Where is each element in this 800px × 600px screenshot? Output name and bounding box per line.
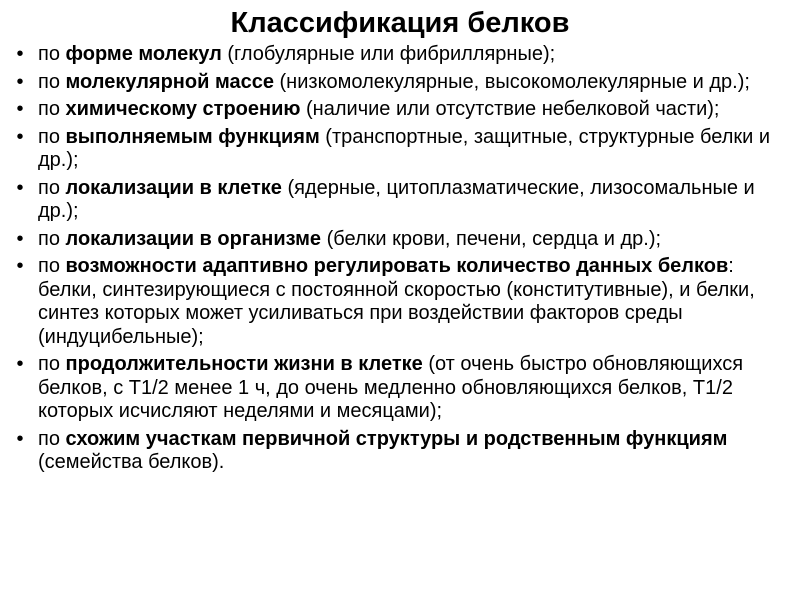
item-description: (белки крови, печени, сердца и др.); (321, 227, 662, 250)
item-criterion: локализации в организме (65, 227, 322, 250)
item-description: (семейства белков). (38, 451, 225, 473)
item-criterion: схожим участкам первичной структуры и родственным функциям (65, 427, 728, 450)
list-item (10, 177, 790, 224)
item-prefix: по (38, 255, 66, 277)
item-criterion: выполняемым функциям (65, 125, 320, 148)
item-description: (наличие или отсутствие небелковой части); (300, 98, 720, 120)
item-description: (от очень быстро обновляющихся белков, с T1/2 менее 1 ч, до очень медленно обновляющихся белков, T1/2 которых исчисляют неделями и месяцами); (38, 353, 744, 422)
slide-title: Классификация белков (230, 7, 570, 39)
item-prefix: по (38, 353, 66, 375)
item-prefix: по (38, 427, 66, 450)
item-description: (низкомолекулярные, высокомолекулярные и др.); (273, 70, 750, 93)
item-prefix: по (38, 176, 66, 199)
item-description: (глобулярные или фибриллярные); (221, 43, 556, 65)
bullet-icon: • (16, 255, 24, 277)
item-prefix: по (38, 227, 66, 250)
list-item (10, 71, 790, 95)
list-item (10, 428, 790, 475)
list-item (10, 98, 790, 122)
item-prefix: по (38, 98, 66, 120)
bullet-icon: • (16, 176, 24, 199)
list-item (10, 255, 790, 349)
item-prefix: по (38, 43, 66, 65)
item-criterion: продолжительности жизни в клетке (65, 353, 423, 375)
list-item (10, 43, 790, 67)
item-criterion: локализации в клетке (65, 176, 282, 199)
bullet-icon: • (16, 70, 24, 93)
classification-list (10, 43, 790, 475)
item-prefix: по (38, 70, 66, 93)
bullet-icon: • (16, 43, 24, 65)
item-criterion: молекулярной массе (65, 70, 274, 93)
bullet-icon: • (16, 227, 24, 250)
item-criterion: форме молекул (65, 43, 222, 65)
bullet-icon: • (16, 353, 24, 375)
item-prefix: по (38, 125, 66, 148)
item-criterion: возможности адаптивно регулировать количество данных белков (65, 255, 729, 277)
bullet-icon: • (16, 98, 24, 120)
item-criterion: химическому строению (65, 98, 301, 120)
item-description: (ядерные, цитоплазматические, лизосомальные и др.); (38, 176, 755, 222)
list-item (10, 126, 790, 173)
list-item (10, 228, 790, 252)
bullet-icon: • (16, 427, 24, 450)
item-description: : белки, синтезирующиеся с постоянной скоростью (конститутивные), и белки, синтез которых может усиливаться при воздействии факторов среды (индуцибельные); (38, 255, 755, 348)
bullet-icon: • (16, 125, 24, 148)
list-item (10, 353, 790, 424)
item-description: (транспортные, защитные, структурные белки и др.); (38, 125, 771, 171)
